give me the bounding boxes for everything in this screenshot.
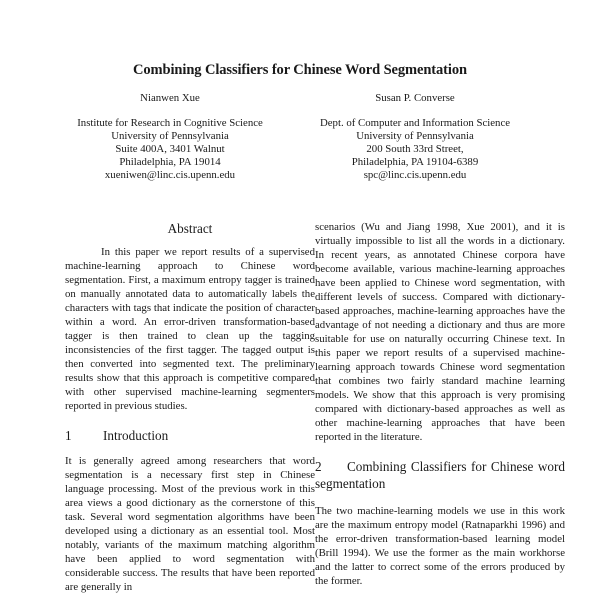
right-column — [315, 220, 565, 588]
abstract-text: In this paper we report results of a supervised machine-learning approach to Chinese word segmentation. First, a maximum entropy tagger is trained on manually annotated data to automatically labels the characters with tags that indicate the position of character within a word. An error-driven transformation-based tagger is then trained to clean up the tagging inconsistencies of the first tagger. The tagged output is then converted into segmented text. The preliminary results show that this approach is competitive compared with other supervised machine-learning segmenters reported in previous studies. — [65, 246, 315, 412]
affiliation-line: Institute for Research in Cognitive Science — [77, 117, 263, 129]
section-2-text: The two machine-learning models we use in this work are the maximum entropy model (Ratnaparkhi 1996) and the error-driven transformation-based learning model (Brill 1994). We use the former as the main workhorse and the latter to correct some of the errors produced by the former. — [315, 505, 565, 587]
section-heading-1 — [65, 427, 315, 444]
affiliation-line: University of Pennsylvania — [356, 130, 474, 142]
section-heading-2 — [315, 458, 565, 492]
left-column — [65, 220, 315, 594]
affiliation-line: Suite 400A, 3401 Walnut — [115, 143, 225, 155]
section-number: 1 — [65, 428, 72, 443]
author-email: spc@linc.cis.upenn.edu — [363, 169, 467, 181]
abstract-heading: Abstract — [167, 221, 213, 236]
author-name: Nianwen Xue — [140, 92, 200, 104]
paper-title: Combining Classifiers for Chinese Word Segmentation — [133, 62, 467, 78]
introduction-text-continued: scenarios (Wu and Jiang 1998, Xue 2001), and it is virtually impossible to list all the words in a dictionary. In recent years, as annotated Chinese corpora have become available, various machine-learning approaches have been applied to Chinese word segmentation, with different levels of success. Compared with dictionary-based approaches, machine-learning approaches have the advantage of not needing a dictionary and thus are more suitable for use on naturally occurring Chinese text. In this paper we report results of a supervised machine-learning approach towards Chinese word segmentation that combines two fairly standard machine learning models. We show that this approach is very promising compared with dictionary-based approaches as well as other machine-learning approaches that have been reported in the literature. — [315, 221, 565, 443]
affiliation-line: Philadelphia, PA 19014 — [119, 156, 221, 168]
affiliation-line: Dept. of Computer and Information Science — [319, 117, 511, 129]
author-name: Susan P. Converse — [375, 92, 455, 104]
affiliation-line: University of Pennsylvania — [111, 130, 229, 142]
affiliation-line: 200 South 33rd Street, — [366, 143, 464, 155]
section-title: Introduction — [103, 428, 169, 443]
author-block-1 — [60, 92, 280, 182]
author-email: xueniwen@linc.cis.upenn.edu — [104, 169, 236, 181]
affiliation-line: Philadelphia, PA 19104-6389 — [351, 156, 479, 168]
section-number: 2 — [315, 459, 322, 474]
section-title: Combining Classifiers for Chinese word segmentation — [315, 459, 565, 491]
introduction-text: It is generally agreed among researchers that word segmentation is a necessary first step in Chinese language processing. Most of the previous work in this area views a good dictionary as the cornerstone of this task. Several word segmentation algorithms have been developed using a dictionary as an essential tool. Most notably, variants of the maximum matching algorithm have been applied to word segmentation with considerable success. The results that have been reported are generally in — [65, 455, 315, 593]
author-block-2 — [300, 92, 530, 182]
